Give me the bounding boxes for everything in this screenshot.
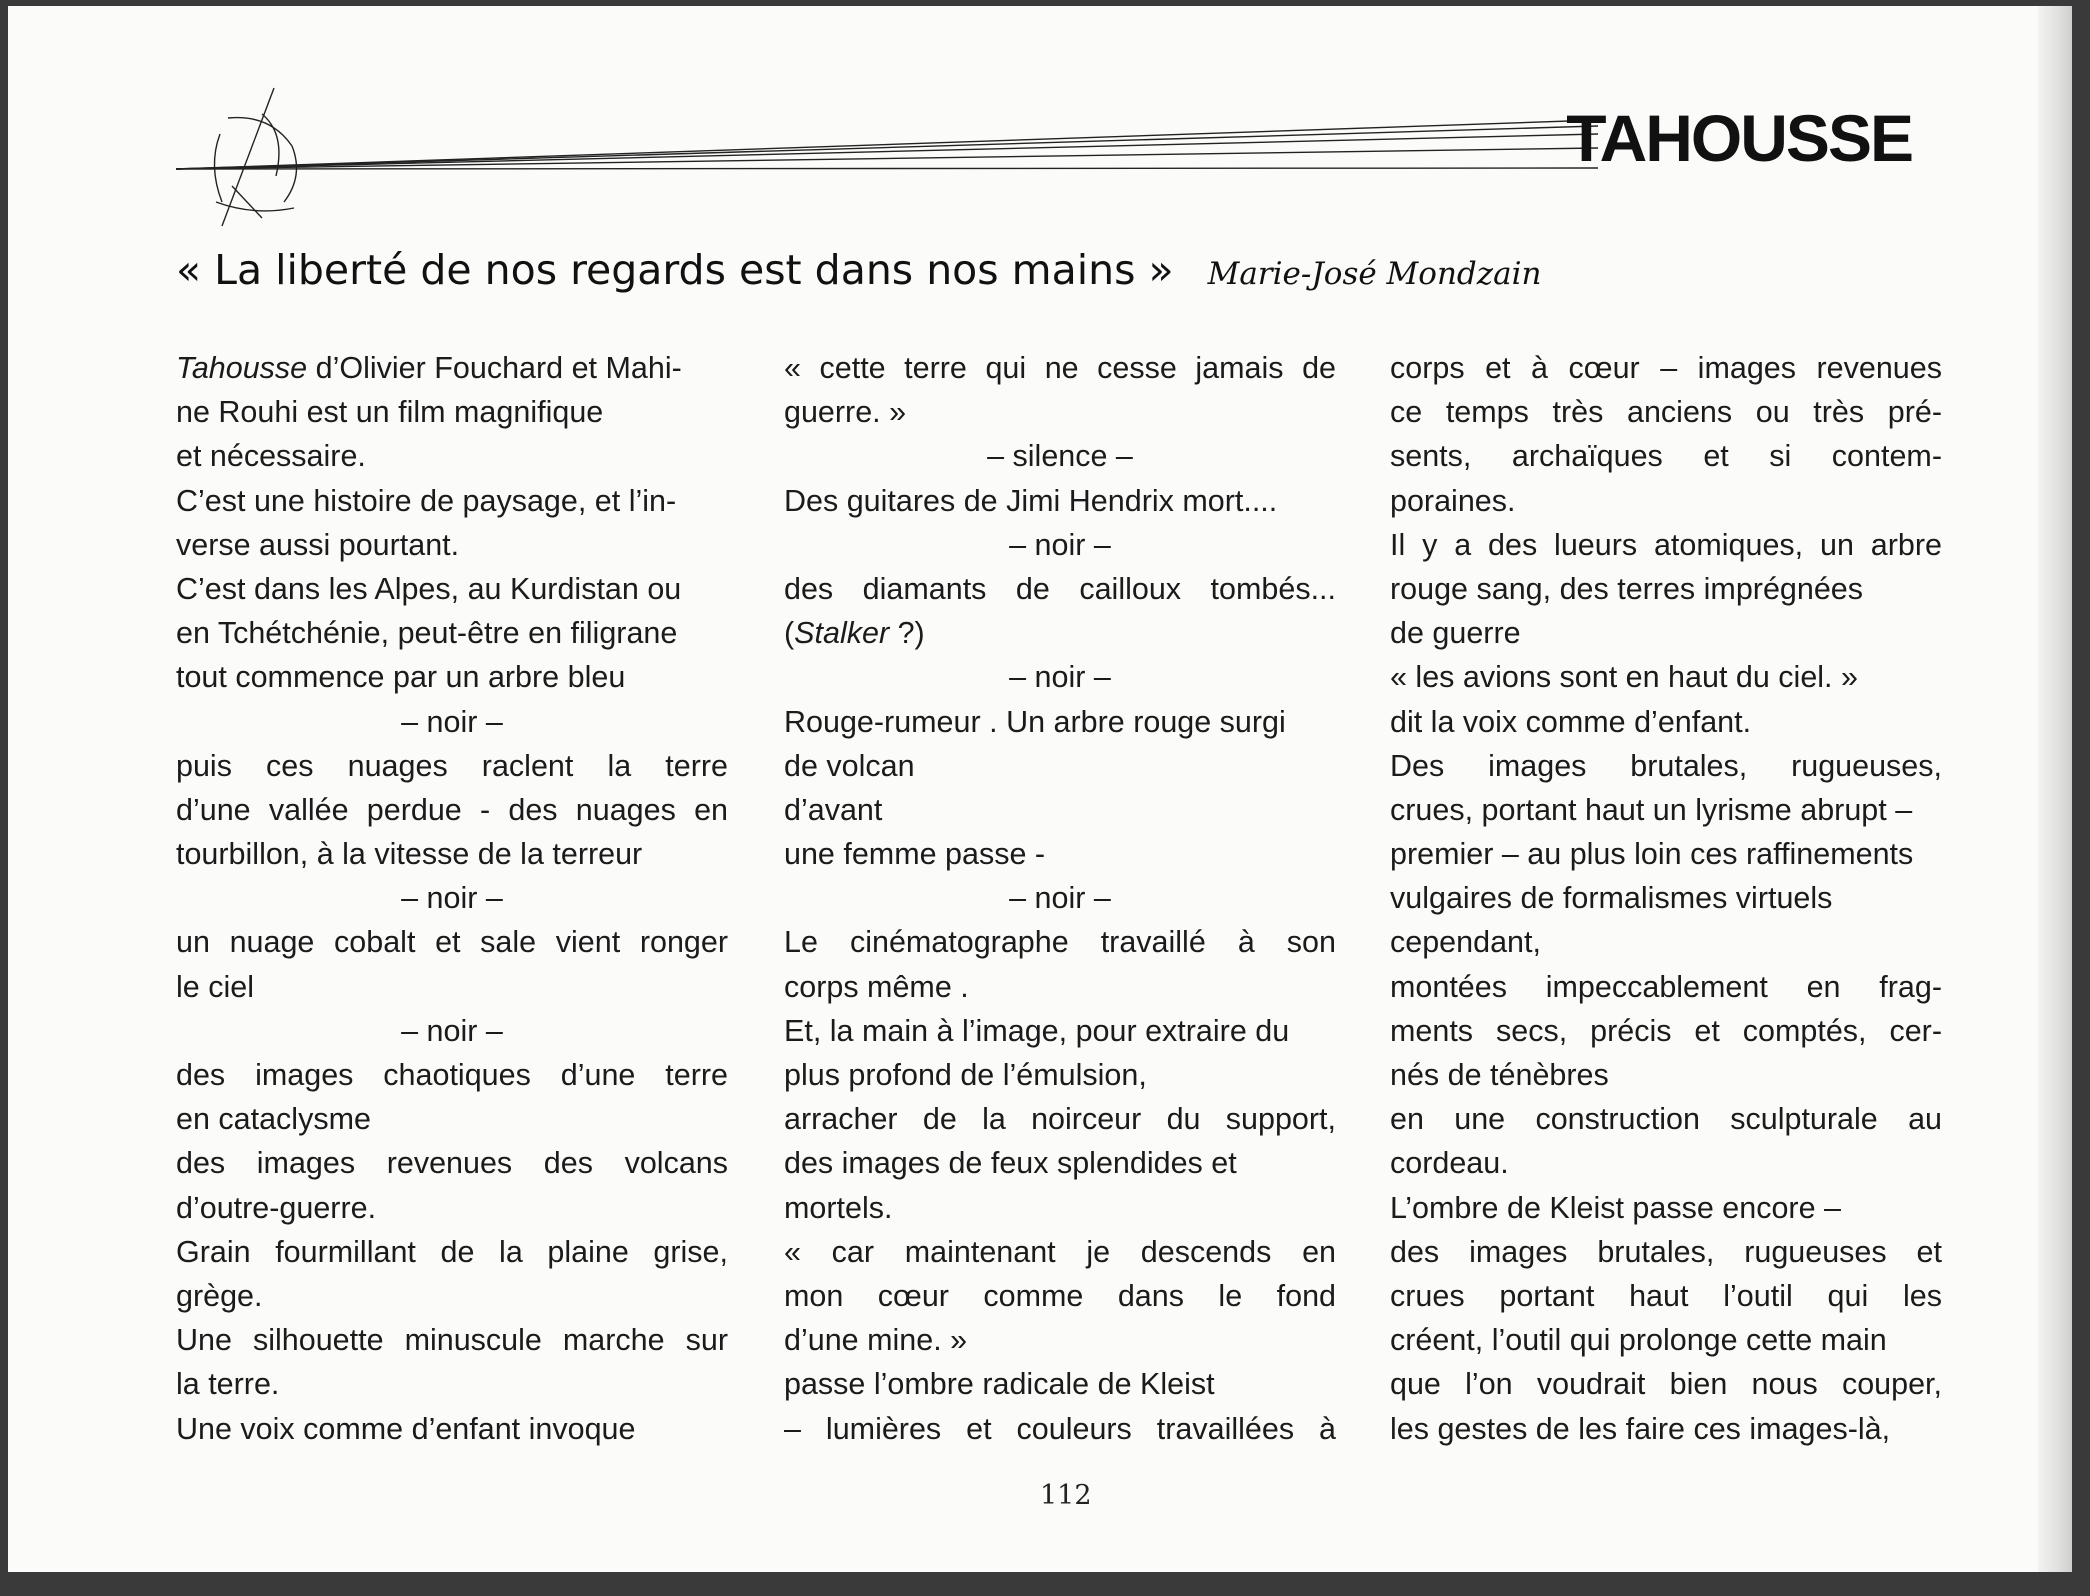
text-run: de volcan	[784, 748, 915, 783]
epigraph-author: Marie-José Mondzain	[1207, 256, 1542, 292]
text-line	[1390, 1009, 1942, 1053]
text-line	[784, 434, 1336, 478]
text-run: « cette terre qui ne cesse jamais de	[784, 351, 1336, 385]
text-run: C’est dans les Alpes, au Kurdistan ou	[176, 571, 682, 606]
text-line	[1390, 655, 1942, 699]
text-line	[784, 1274, 1336, 1318]
text-run: Des guitares de Jimi Hendrix mort....	[784, 483, 1278, 518]
text-run: mon cœur comme dans le fond	[784, 1278, 1336, 1313]
text-line	[176, 700, 728, 744]
text-line	[784, 1407, 1336, 1451]
text-line	[1390, 434, 1942, 478]
text-line	[784, 655, 1336, 699]
text-line	[1390, 1407, 1942, 1451]
text-line	[784, 1053, 1336, 1097]
text-run: passe l’ombre radicale de Kleist	[784, 1367, 1215, 1402]
text-run: grège.	[176, 1278, 263, 1313]
text-line	[784, 567, 1336, 611]
text-line	[176, 1097, 728, 1141]
text-run: rouge sang, des terres imprégnées	[1390, 571, 1864, 606]
text-column-3	[1390, 346, 1942, 1451]
text-line	[176, 965, 728, 1009]
text-column-2	[784, 346, 1336, 1451]
text-run: Il y a des lueurs atomiques, un arbre	[1390, 527, 1942, 562]
text-line	[176, 434, 728, 478]
text-line	[784, 744, 1336, 788]
text-line	[1390, 1318, 1942, 1362]
text-run: Grain fourmillant de la plaine grise,	[176, 1234, 728, 1269]
epigraph	[176, 246, 1876, 294]
page-number: 112	[1040, 1480, 1092, 1511]
epigraph-quote: « La liberté de nos regards est dans nos mains »	[176, 246, 1174, 294]
text-run: vulgaires de formalismes virtuels	[1390, 881, 1833, 916]
text-run: montées impeccablement en frag-	[1390, 969, 1942, 1004]
text-run: ne Rouhi est un film magnifique	[176, 395, 604, 430]
text-run: des images brutales, rugueuses et	[1390, 1234, 1942, 1269]
text-run: dit la voix comme d’enfant.	[1390, 704, 1752, 739]
text-run: Et, la main à l’image, pour extraire du	[784, 1013, 1290, 1048]
text-run: arracher de la noirceur du support,	[784, 1102, 1336, 1137]
text-line	[1390, 920, 1942, 964]
text-line	[176, 523, 728, 567]
text-run: d’avant	[784, 792, 883, 827]
text-run: d’une vallée perdue - des nuages en	[176, 792, 728, 827]
text-run: – noir –	[401, 881, 503, 916]
text-run: premier – au plus loin ces raffinements	[1390, 837, 1914, 872]
text-line	[784, 390, 1336, 434]
text-run: des images revenues des volcans	[176, 1146, 728, 1181]
text-line	[784, 832, 1336, 876]
text-line	[176, 1230, 728, 1274]
text-line	[176, 1186, 728, 1230]
text-line	[784, 1097, 1336, 1141]
text-line	[1390, 479, 1942, 523]
italic-title: Stalker	[794, 616, 890, 651]
text-line	[784, 965, 1336, 1009]
text-run: une femme passe -	[784, 837, 1046, 872]
text-line	[176, 1318, 728, 1362]
text-run: – noir –	[401, 704, 503, 739]
text-line	[784, 920, 1336, 964]
text-line	[176, 1053, 728, 1097]
text-line	[176, 655, 728, 699]
text-line	[176, 1362, 728, 1406]
magazine-section-title: TAHOUSSE	[1566, 101, 1912, 175]
text-line	[1390, 346, 1942, 390]
text-run: ?)	[889, 616, 925, 651]
text-line	[784, 479, 1336, 523]
text-line	[1390, 611, 1942, 655]
text-line	[784, 1186, 1336, 1230]
text-run: en cataclysme	[176, 1102, 371, 1137]
text-run: « les avions sont en haut du ciel. »	[1390, 660, 1858, 695]
text-run: – noir –	[401, 1013, 503, 1048]
text-run: des images chaotiques d’une terre	[176, 1058, 728, 1092]
text-run: un nuage cobalt et sale vient ronger	[176, 925, 728, 960]
text-line	[176, 788, 728, 832]
text-line	[1390, 523, 1942, 567]
text-line	[1390, 700, 1942, 744]
text-line	[176, 1407, 728, 1451]
text-line	[176, 1274, 728, 1318]
text-run: cependant,	[1390, 925, 1541, 960]
text-line	[784, 346, 1336, 390]
text-run: – lumières et couleurs travaillées à	[784, 1411, 1336, 1446]
text-line	[176, 920, 728, 964]
text-run: corps et à cœur – images revenues	[1390, 351, 1942, 385]
text-line	[176, 390, 728, 434]
text-run: ments secs, précis et comptés, cer-	[1390, 1013, 1942, 1048]
text-run: – silence –	[987, 439, 1133, 474]
text-line	[176, 744, 728, 788]
text-run: – noir –	[1009, 660, 1111, 695]
text-line	[1390, 1053, 1942, 1097]
text-line	[1390, 1141, 1942, 1185]
text-line	[1390, 1097, 1942, 1141]
text-run: des images de feux splendides et	[784, 1146, 1237, 1181]
text-line	[784, 1141, 1336, 1185]
text-run: puis ces nuages raclent la terre	[176, 748, 728, 783]
text-line	[1390, 1186, 1942, 1230]
text-run: – noir –	[1009, 527, 1111, 562]
text-line	[784, 876, 1336, 920]
text-line	[1390, 567, 1942, 611]
text-line	[1390, 1274, 1942, 1318]
text-run: de guerre	[1390, 616, 1521, 651]
text-run: ce temps très anciens ou très pré-	[1390, 395, 1942, 430]
text-run: corps même .	[784, 969, 969, 1004]
text-run: sents, archaïques et si contem-	[1390, 439, 1942, 474]
page-edge-shadow	[2038, 6, 2072, 1572]
text-run: verse aussi pourtant.	[176, 527, 460, 562]
text-run: cordeau.	[1390, 1146, 1509, 1181]
text-line	[1390, 788, 1942, 832]
text-run: nés de ténèbres	[1390, 1058, 1609, 1092]
text-line	[1390, 832, 1942, 876]
text-line	[784, 788, 1336, 832]
text-line	[1390, 1230, 1942, 1274]
text-line	[176, 876, 728, 920]
text-run: L’ombre de Kleist passe encore –	[1390, 1190, 1841, 1225]
text-line	[1390, 1362, 1942, 1406]
text-run: mortels.	[784, 1190, 893, 1225]
text-run: des diamants de cailloux tombés...	[784, 571, 1336, 606]
text-column-1	[176, 346, 728, 1451]
text-run: la terre.	[176, 1367, 280, 1402]
text-line	[1390, 965, 1942, 1009]
scanned-page	[8, 6, 2072, 1572]
text-run: créent, l’outil qui prolonge cette main	[1390, 1323, 1887, 1358]
text-run: Une voix comme d’enfant invoque	[176, 1411, 636, 1446]
text-run: Une silhouette minuscule marche sur	[176, 1323, 728, 1358]
text-line	[784, 700, 1336, 744]
text-run: que l’on voudrait bien nous couper,	[1390, 1367, 1942, 1402]
text-run: et nécessaire.	[176, 439, 366, 474]
text-run: plus profond de l’émulsion,	[784, 1058, 1147, 1092]
text-line	[1390, 744, 1942, 788]
text-run: tout commence par un arbre bleu	[176, 660, 626, 695]
text-run: poraines.	[1390, 483, 1516, 518]
text-line	[784, 523, 1336, 567]
text-run: guerre. »	[784, 395, 907, 430]
text-line	[176, 1141, 728, 1185]
text-run: en une construction sculpturale au	[1390, 1102, 1942, 1137]
text-line	[784, 611, 1336, 655]
text-run: Le cinématographe travaillé à son	[784, 925, 1336, 960]
text-line	[1390, 390, 1942, 434]
text-run: crues, portant haut un lyrisme abrupt –	[1390, 792, 1913, 827]
text-run: en Tchétchénie, peut-être en filigrane	[176, 616, 678, 651]
text-line	[784, 1362, 1336, 1406]
text-run: d’une mine. »	[784, 1323, 968, 1358]
text-line	[784, 1230, 1336, 1274]
text-line	[176, 832, 728, 876]
text-run: C’est une histoire de paysage, et l’in-	[176, 483, 677, 518]
text-run: le ciel	[176, 969, 254, 1004]
text-line	[176, 1009, 728, 1053]
text-line	[176, 346, 728, 390]
text-line	[176, 567, 728, 611]
text-line	[784, 1009, 1336, 1053]
text-run: Des images brutales, rugueuses,	[1390, 748, 1942, 783]
text-line	[784, 1318, 1336, 1362]
text-line	[176, 479, 728, 523]
text-run: tourbillon, à la vitesse de la terreur	[176, 837, 643, 872]
text-run: Rouge-rumeur . Un arbre rouge surgi	[784, 704, 1286, 739]
text-run: « car maintenant je descends en	[784, 1234, 1336, 1269]
text-run: – noir –	[1009, 881, 1111, 916]
text-line	[176, 611, 728, 655]
text-run: d’outre-guerre.	[176, 1190, 377, 1225]
text-line	[1390, 876, 1942, 920]
text-run: (	[784, 616, 795, 651]
text-run: d’Olivier Fouchard et Mahi-	[307, 351, 682, 385]
header-line-graphic	[158, 76, 1608, 236]
text-run: les gestes de les faire ces images-là,	[1390, 1411, 1891, 1446]
text-run: crues portant haut l’outil qui les	[1390, 1278, 1942, 1313]
italic-title: Tahousse	[176, 351, 308, 385]
